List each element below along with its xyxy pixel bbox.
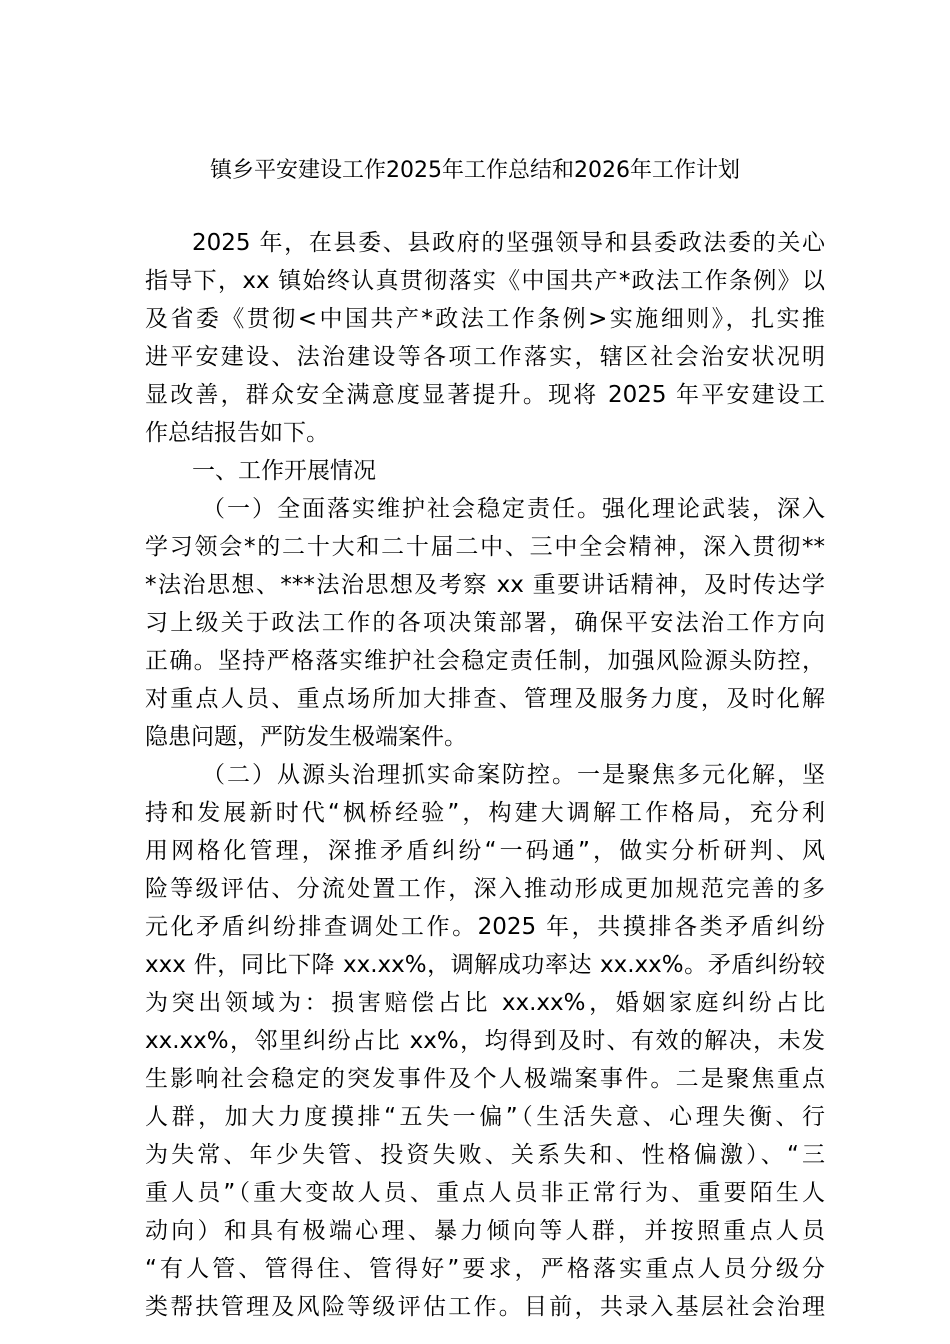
paragraph-line: 元化矛盾纠纷排查调处工作。2025 年，共摸排各类矛盾纠纷	[145, 914, 825, 940]
paragraph-line: 及省委《贯彻<中国共产*政法工作条例>实施细则》，扎实推	[145, 306, 825, 332]
paragraph-line: 动向）和具有极端心理、暴力倾向等人群，并按照重点人员	[145, 1218, 825, 1244]
paragraph-line: 进平安建设、法治建设等各项工作落实，辖区社会治安状况明	[145, 344, 825, 370]
paragraph-line: 类帮扶管理及风险等级评估工作。目前，共录入基层社会治理	[145, 1294, 825, 1320]
paragraph-line: 指导下，xx 镇始终认真贯彻落实《中国共产*政法工作条例》以	[145, 268, 825, 294]
paragraph-line: xxx 件，同比下降 xx.xx%，调解成功率达 xx.xx%。矛盾纠纷较	[145, 952, 825, 978]
paragraph-line: 生影响社会稳定的突发事件及个人极端案事件。二是聚焦重点	[145, 1066, 825, 1092]
paragraph-line: 重人员”（重大变故人员、重点人员非正常行为、重要陌生人	[145, 1180, 825, 1206]
paragraph-line: 持和发展新时代“枫桥经验”，构建大调解工作格局，充分利	[145, 800, 825, 826]
paragraph-line: 学习领会*的二十大和二十届二中、三中全会精神，深入贯彻**	[145, 534, 825, 560]
paragraph-line: 用网格化管理，深推矛盾纠纷“一码通”，做实分析研判、风	[145, 838, 825, 864]
paragraph-line: 险等级评估、分流处置工作，深入推动形成更加规范完善的多	[145, 876, 825, 902]
paragraph-line: xx.xx%，邻里纠纷占比 xx%，均得到及时、有效的解决，未发	[145, 1028, 825, 1054]
paragraph-line: “有人管、管得住、管得好”要求，严格落实重点人员分级分	[145, 1256, 825, 1282]
paragraph-line: 隐患问题，严防发生极端案件。	[145, 724, 467, 750]
section-heading: 一、工作开展情况	[192, 458, 376, 484]
document-title: 镇乡平安建设工作2025年工作总结和2026年工作计划	[210, 158, 740, 183]
paragraph-line: 作总结报告如下。	[145, 420, 329, 446]
paragraph-line: 习上级关于政法工作的各项决策部署，确保平安法治工作方向	[145, 610, 825, 636]
paragraph-line: *法治思想、***法治思想及考察 xx 重要讲话精神，及时传达学	[145, 572, 825, 598]
paragraph-line: 对重点人员、重点场所加大排查、管理及服务力度，及时化解	[145, 686, 825, 712]
paragraph-line: 为突出领域为：损害赔偿占比 xx.xx%，婚姻家庭纠纷占比	[145, 990, 825, 1016]
paragraph-line: （二）从源头治理抓实命案防控。一是聚焦多元化解，坚	[202, 762, 825, 788]
paragraph-line: 为失常、年少失管、投资失败、关系失和、性格偏激）、“三	[145, 1142, 825, 1168]
paragraph-line: 2025 年，在县委、县政府的坚强领导和县委政法委的关心	[192, 230, 825, 256]
paragraph-line: 正确。坚持严格落实维护社会稳定责任制，加强风险源头防控，	[145, 648, 825, 674]
paragraph-line: 显改善，群众安全满意度显著提升。现将 2025 年平安建设工	[145, 382, 825, 408]
paragraph-line: （一）全面落实维护社会稳定责任。强化理论武装，深入	[202, 496, 825, 522]
paragraph-line: 人群，加大力度摸排“五失一偏”（生活失意、心理失衡、行	[145, 1104, 825, 1130]
